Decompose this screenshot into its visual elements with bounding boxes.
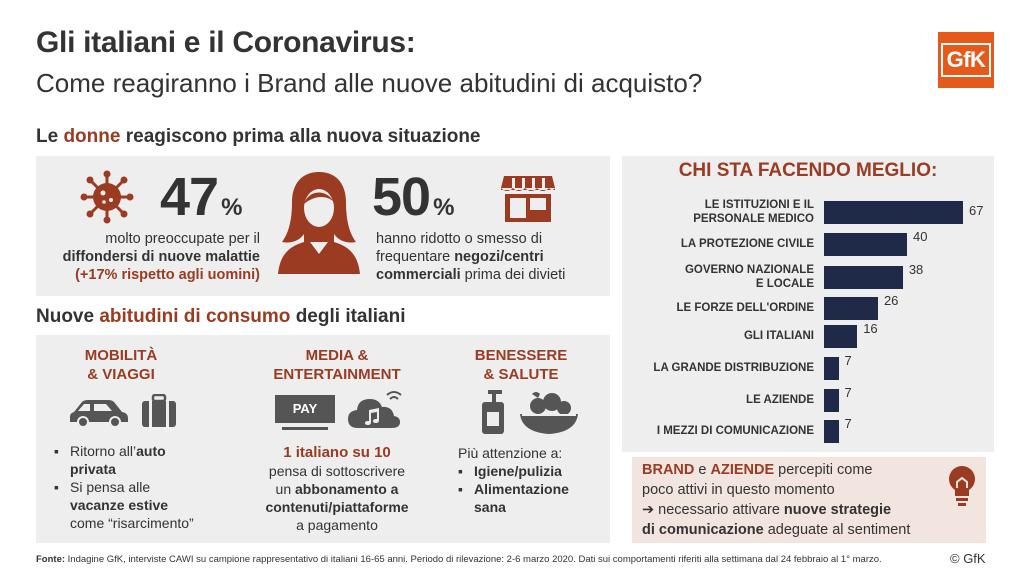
mobility-bullet-car: ▪ Ritorno all’auto privata [54,442,234,478]
stat-47-description: molto preoccupate per il diffondersi di nuove malattie (+17% rispetto agli uomini) [62,231,260,283]
bar [824,266,903,289]
stat-50: 50 % [372,167,454,227]
woman-icon [276,168,362,276]
wellness-bullet-food: ▪ Alimentazione sana [458,480,608,516]
source-footnote: Fonte: Indagine GfK, interviste CAWI su campione rappresentativo di italiani 16-65 anni. Periodo di rilevazione: 2-6 marzo 2020. Dati sui comportamenti riferiti alla settimana dal 24 febbraio al 1° marzo. [36,554,882,565]
bar-label: LE FORZE DELL'ORDINE [676,302,814,314]
bar-value-label: 26 [883,293,899,308]
gfk-logo: GfK [938,32,994,88]
bar-label: I MEZZI DI COMUNICAZIONE [656,425,814,437]
women-section-heading: Le donne reagiscono prima alla nuova situazione [36,126,481,147]
bar [824,420,839,443]
bar-label: LE ISTITUZIONI E IL PERSONALE MEDICO [693,199,814,225]
wellness-heading: BENESSERE & SALUTE [474,347,568,383]
copyright: © GfK [950,551,986,566]
lightbulb-icon [944,462,980,508]
bar [824,201,963,224]
bar [824,297,878,320]
car-icon [68,398,130,428]
food-bowl-icon [518,390,580,436]
bar-value-label: 7 [844,353,852,368]
mobility-bullets [54,442,234,532]
habits-section-heading: Nuove abitudini di consumo degli italiani [36,306,406,327]
suitcase-icon [140,394,178,428]
brand-note-text: BRAND e AZIENDE percepiti come poco attivi in questo momento ➔ necessario attivare nuove strategie di comunicazione adeguate al sentiment [642,462,911,538]
virus-icon [80,170,134,224]
shop-icon [500,174,556,224]
bar [824,389,839,412]
bar-value-label: 7 [844,416,852,431]
bar-value-label: 7 [844,385,852,400]
media-description: 1 italiano su 10 pensa di sottoscrivere un abbonamento a contenuti/piattaforme a pagamento [265,444,409,533]
chart-title: CHI STA FACENDO MEGLIO: [678,160,938,181]
soap-dispenser-icon [478,388,508,436]
bar-chart [622,0,994,460]
bar-label: GOVERNO NAZIONALE E LOCALE [684,264,814,290]
pay-label: PAY [292,401,318,416]
page-subtitle: Come reagiranno i Brand alle nuove abitudini di acquisto? [36,68,703,98]
bar-value-label: 67 [969,203,984,218]
bar [824,233,907,256]
bar-label: LA GRANDE DISTRIBUZIONE [653,362,814,374]
cloud-music-icon [346,390,404,432]
bar [824,357,839,380]
bar-label: LE AZIENDE [746,394,814,406]
wellness-bullet-hygiene: ▪ Igiene/pulizia [458,462,608,480]
mobility-heading: MOBILITÀ & VIAGGI [84,347,158,383]
wellness-bullets: Più attenzione a: ▪ Igiene/pulizia ▪ Alimentazione sana [458,444,608,516]
page-title: Gli italiani e il Coronavirus: [36,26,416,59]
bar-value-label: 16 [863,321,878,336]
media-heading: MEDIA & ENTERTAINMENT [273,347,401,383]
bar-label: LA PROTEZIONE CIVILE [680,238,814,250]
mobility-bullet-vacation: ▪ Si pensa alle vacanze estive come “risarcimento” [54,478,234,532]
bar-value-label: 38 [908,262,924,277]
bar-label: GLI ITALIANI [743,330,814,342]
stat-47: 47 % [160,167,242,227]
bar [824,325,857,348]
bar-value-label: 40 [912,229,928,244]
stat-50-description: hanno ridotto o smesso di frequentare negozi/centri commerciali prima dei divieti [376,231,566,283]
